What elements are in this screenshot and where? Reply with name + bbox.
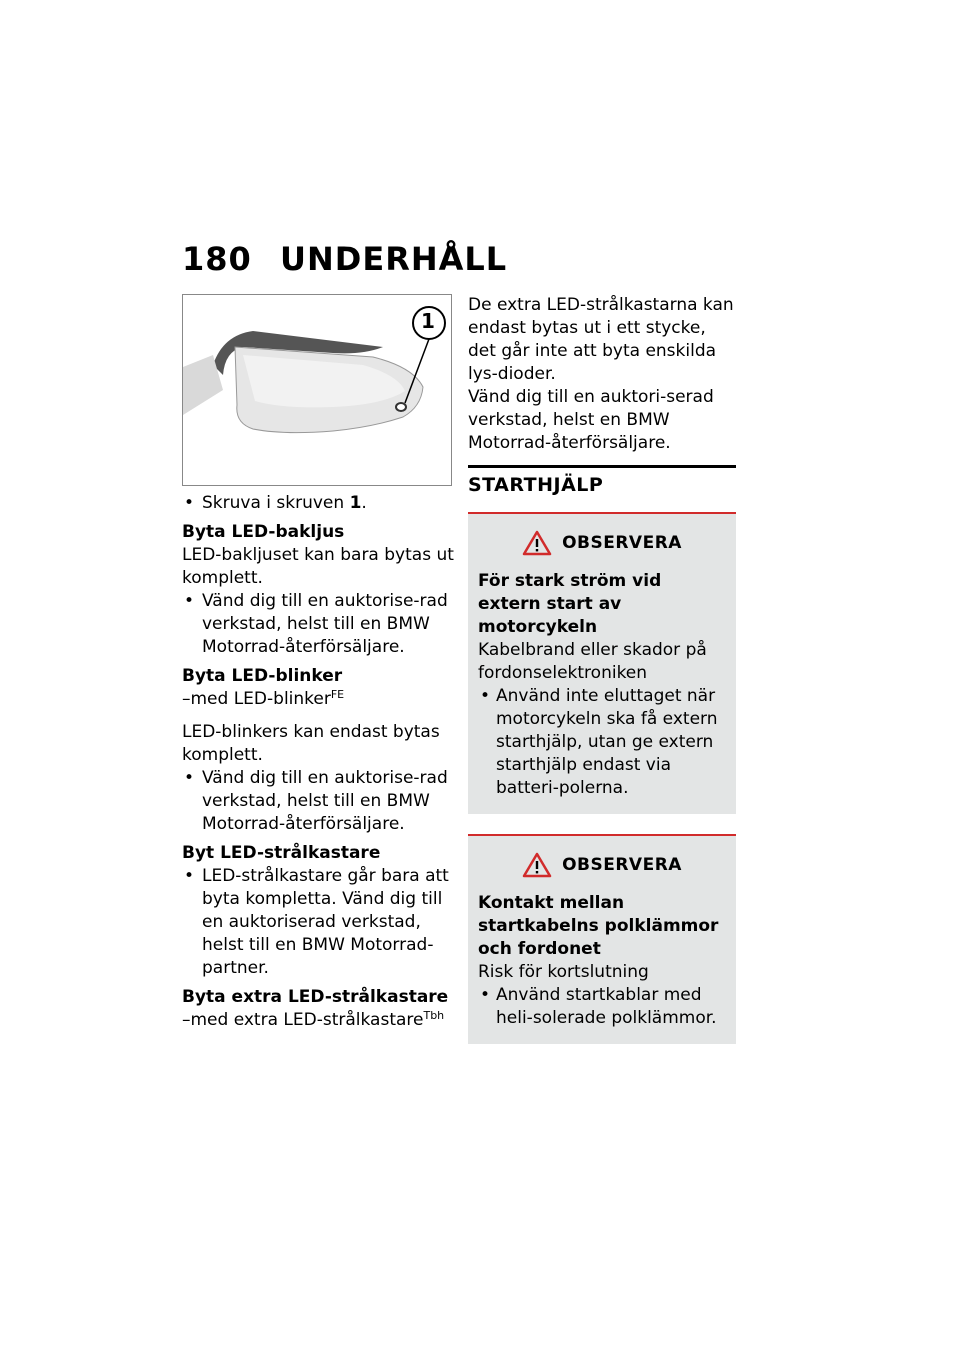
heading-extra-headlight: Byta extra LED-strålkastare xyxy=(182,987,449,1007)
warning-icon xyxy=(522,530,552,556)
notice-title: Kontakt mellan startkabelns polklämmor och fordonet xyxy=(478,893,719,959)
bullet-screw: • Skruva i skruven 1. xyxy=(184,493,367,513)
taillight-bullet: • Vänd dig till en auktorise-rad verkstad, helst till en BMW Motorrad-återförsäljare. xyxy=(184,591,448,657)
notice-label: OBSERVERA xyxy=(562,855,682,875)
notice-text: Risk för kortslutning xyxy=(478,962,649,982)
taillight-text: LED-bakljuset kan bara bytas ut komplett. xyxy=(182,545,454,588)
extra-headlight-option: –med extra LED-strålkastare$^{Tbh}$ xyxy=(182,1009,445,1030)
heading-taillight: Byta LED-bakljus xyxy=(182,522,345,542)
left-column xyxy=(182,294,454,1032)
led-light-figure xyxy=(182,294,452,486)
notice-bullet: • Använd startkablar med heli-solerade polklämmor. xyxy=(480,985,717,1028)
section-title-starthjalp: STARTHJÄLP xyxy=(468,474,604,496)
blinker-option: –med LED-blinker$^{FE}$ xyxy=(182,688,345,709)
notice-title: För stark ström vid extern start av motorcykeln xyxy=(478,571,662,637)
blinker-text: LED-blinkers kan endast bytas komplett. xyxy=(182,722,440,765)
notice-label: OBSERVERA xyxy=(562,533,682,553)
heading-headlight: Byt LED-strålkastare xyxy=(182,843,381,863)
notice-bullet: • Använd inte eluttaget när motorcykeln ska få extern starthjälp, utan ge extern starthjälp endast via batteri-polerna. xyxy=(480,686,718,798)
notice-box-2 xyxy=(468,834,736,1044)
headlight-bullet: • LED-strålkastare går bara att byta kompletta. Vänd dig till en auktoriserad verkstad, helst till en BMW Motorrad-partner. xyxy=(184,866,449,978)
callout-number: 1 xyxy=(421,309,435,333)
page-number: 180 xyxy=(182,240,252,278)
section-rule xyxy=(468,465,736,468)
notice-box-1 xyxy=(468,512,736,814)
warning-icon xyxy=(522,852,552,878)
extra-headlight-text: De extra LED-strålkastarna kan endast bytas ut i ett stycke, det går inte att byta enskilda lys-dioder. xyxy=(468,295,734,384)
right-column xyxy=(468,294,736,1044)
led-light-illustration xyxy=(183,295,452,486)
notice-text: Kabelbrand eller skador på fordonselektroniken xyxy=(478,640,707,683)
heading-blinker: Byta LED-blinker xyxy=(182,666,343,686)
blinker-bullet: • Vänd dig till en auktorise-rad verkstad, helst till en BMW Motorrad-återförsäljare. xyxy=(184,768,448,834)
page-title: UNDERHÅLL xyxy=(280,240,508,278)
extra-headlight-text-2: Vänd dig till en auktori-serad verkstad, helst en BMW Motorrad-återförsäljare. xyxy=(468,387,714,453)
